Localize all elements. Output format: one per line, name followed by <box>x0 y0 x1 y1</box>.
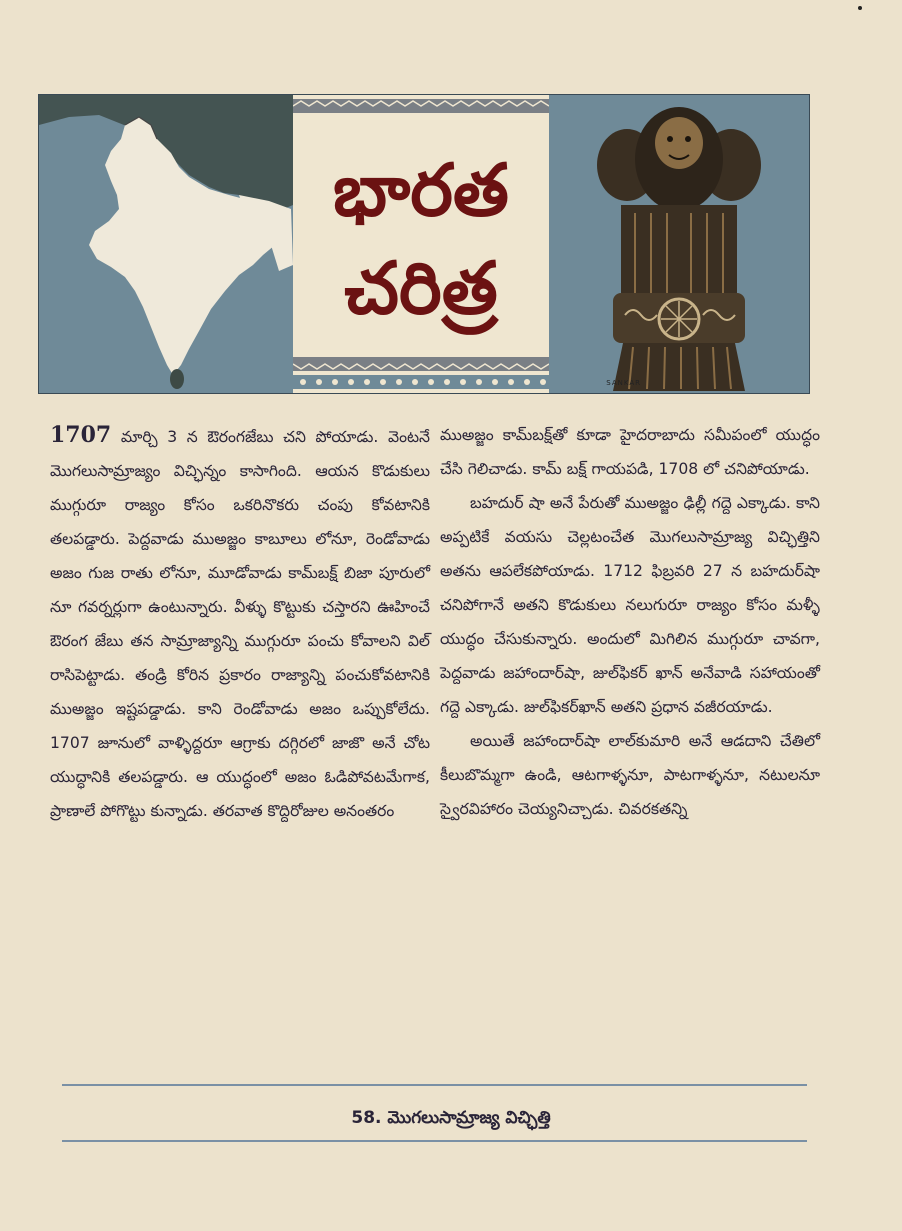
title-banner <box>38 94 810 394</box>
left-column <box>50 418 430 828</box>
paragraph-2: ముఅజ్జం కామ్‌బక్ష్‌తో కూడా హైదరాబాదు సమీపంలో యుద్ధం చేసి గెలిచాడు. కామ్ బక్ష్ గాయపడి, 1708 లో చనిపోయాడు. <box>440 426 820 478</box>
paragraph-1 <box>50 418 430 828</box>
title-line-2: చరిత్ర <box>344 245 498 330</box>
title-line-1: భారత <box>333 147 509 232</box>
paragraph-1-text: మార్చి 3 న ఔరంగజేబు చని పోయాడు. వెంటనే మొగలుసామ్రాజ్యం విచ్ఛిన్నం కాసాగింది. ఆయన కొడుకులు ముగ్గురూ రాజ్యం కోసం ఒకరినొకరు చంపు కోవటానికి తలపడ్డారు. పెద్దవాడు ముఅజ్జం కాబూలు లోనూ, రెండోవాడు అజం గుజ రాతు లోనూ, మూడోవాడు కామ్‌బక్ష్ బిజా పూరులో నూ గవర్నర్లుగా ఉంటున్నారు. వీళ్ళు కొట్టుకు చస్తారని ఊహించే ఔరంగ జేబు తన సామ్రాజ్యాన్ని ముగ్గురూ పంచు కోవాలని విల్ రాసిపెట్టాడు. తండ్రి కోరిన ప్రకారం రాజ్యాన్ని పంచుకోవటానికి ముఅజ్జం ఇష్టపడ్డాడు. కాని రెండోవాడు అజం ఒప్పుకోలేదు. 1707 జూనులో వాళ్ళిద్దరూ ఆగ్రాకు దగ్గిరలో జాజొ అనే చోట యుద్ధానికి తలపడ్డారు. ఆ యుద్ధంలో అజం ఓడిపోవటమేగాక, ప్రాణాలే పోగొట్టు కున్నాడు. తరవాత కొద్దిరోజుల అనంతరం <box>50 428 430 820</box>
emblem-panel <box>549 95 809 393</box>
lion-capital-emblem-icon <box>549 95 809 393</box>
decorative-border-bottom <box>293 357 549 371</box>
decorative-border-top <box>293 99 549 113</box>
title-panel <box>293 95 549 393</box>
paragraph-4: అయితే జహాందార్‌షా లాల్‌కుమారి అనే ఆడదాని చేతిలో కీలుబొమ్మగా ఉండి, ఆటగాళ్ళనూ, పాటగాళ్ళనూ, నటులనూ స్వైరవిహారం చెయ్యనిచ్చాడు. చివరకతన్ని <box>440 732 820 818</box>
footer-rule-bottom <box>62 1140 807 1142</box>
india-map-icon <box>39 95 293 393</box>
lead-year: 1707 <box>50 422 112 448</box>
artist-signature: SANKAR <box>606 379 641 387</box>
print-speck <box>858 6 862 10</box>
page-caption: 58. మొగలుసామ్రాజ్య విచ్ఛిత్తి <box>351 1108 551 1128</box>
map-panel <box>39 95 293 393</box>
decorative-border-base <box>293 375 549 389</box>
paragraph-3: బహదుర్ షా అనే పేరుతో ముఅజ్జం ఢిల్లీ గద్దె ఎక్కాడు. కాని అప్పటికే వయసు చెల్లటంచేత మొగలుసామ్రాజ్య విచ్ఛిత్తిని అతను ఆపలేకపోయాడు. 1712 ఫిబ్రవరి 27 న బహదుర్‌షా చనిపోగానే అతని కొడుకులు నలుగురూ రాజ్యం కోసం మళ్ళీ యుద్ధం చేసుకున్నారు. అందులో మిగిలిన ముగ్గురూ చావగా, పెద్దవాడు జహాందార్‌షా, జుల్‌ఫికర్ ఖాన్ అనేవాడి సహాయంతో గద్దె ఎక్కాడు. జుల్‌ఫికర్‌ఖాన్ అతని ప్రధాన వజీరయాడు. <box>440 494 820 716</box>
right-column <box>440 418 820 826</box>
footer-rule-top <box>62 1084 807 1086</box>
